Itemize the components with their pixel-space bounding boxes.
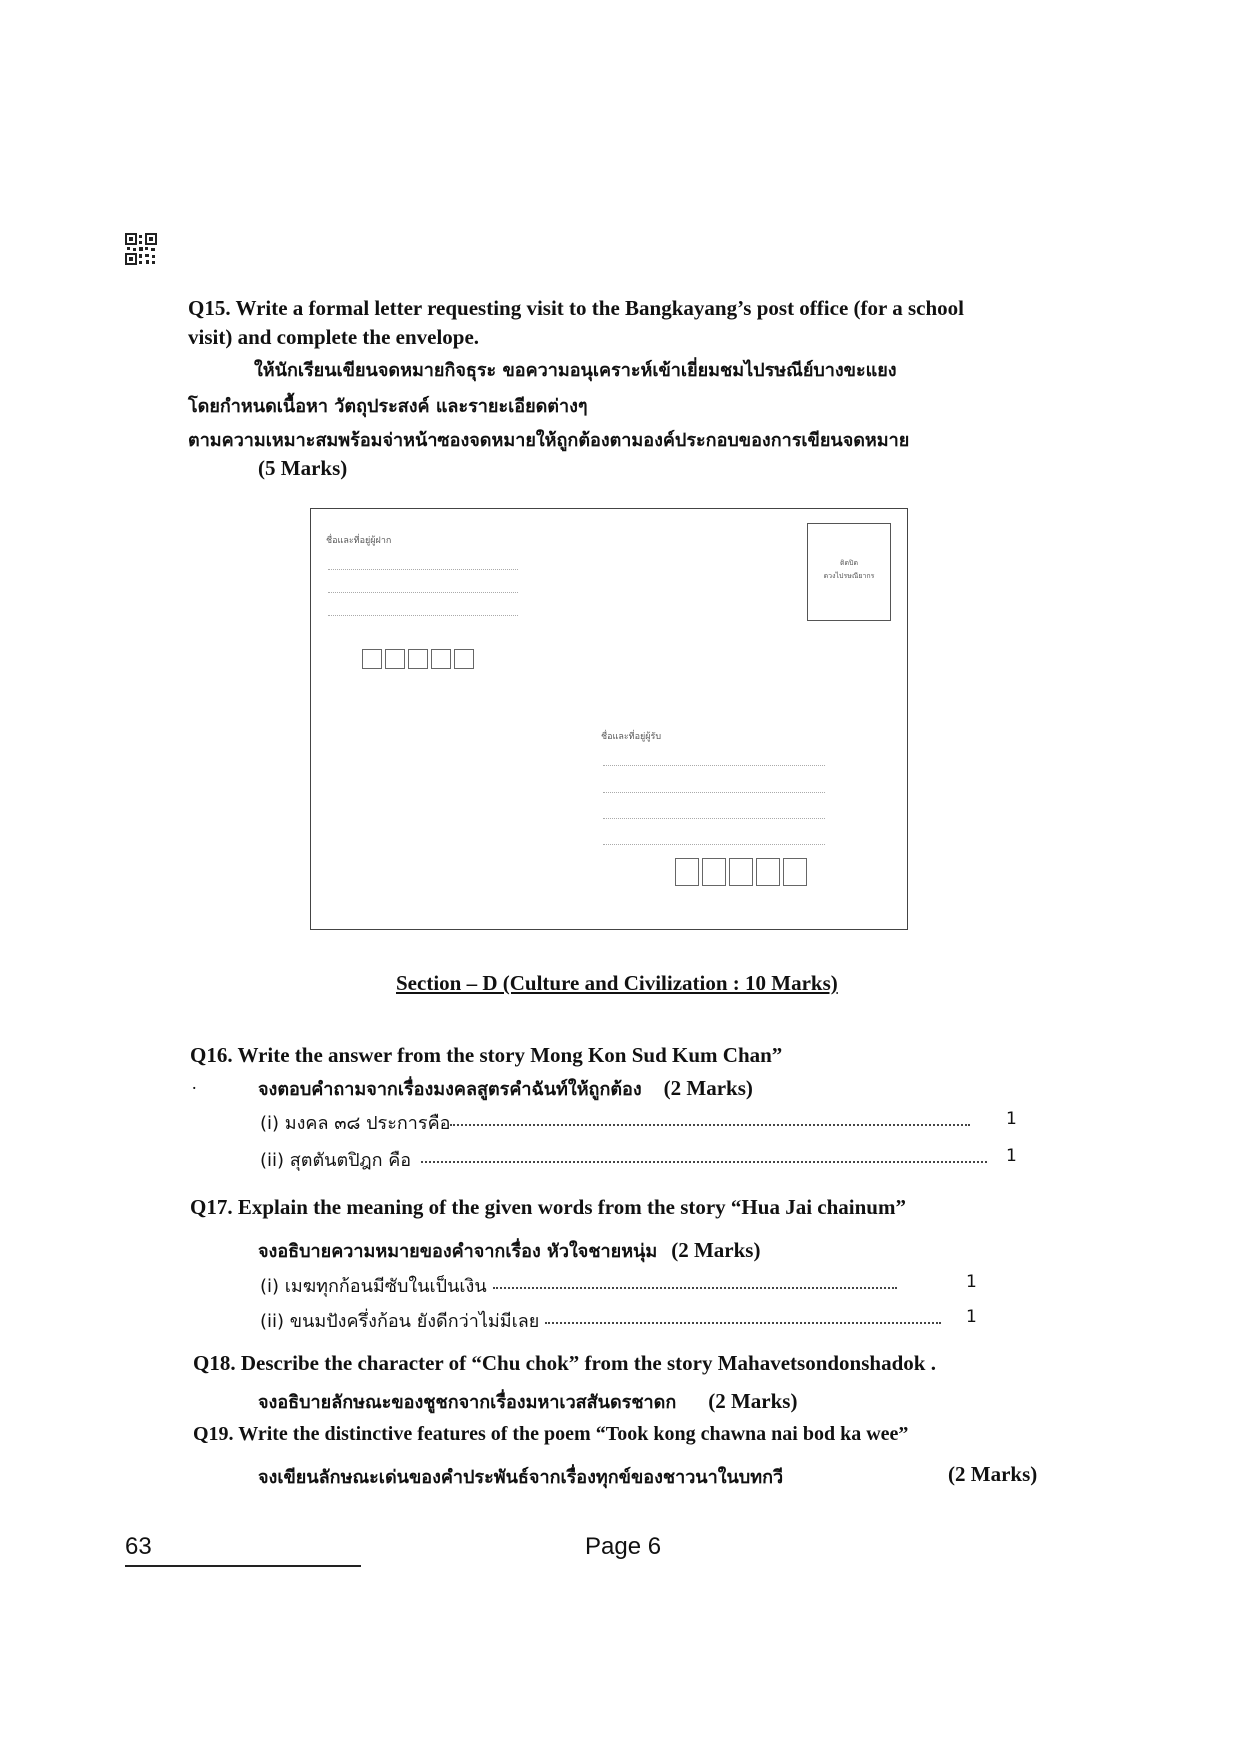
q19-question-line: Q19. Write the distinctive features of the poem “Took kong chawna nai bod ka wee” [193, 1423, 909, 1445]
q15-thai-line-1: ให้นักเรียนเขียนจดหมายกิจธุระ ขอความอนุเคราะห์เข้าเยี่ยมชมไปรษณีย์บางขะแยง [254, 360, 897, 381]
recipient-line [603, 765, 825, 766]
q16-thai-row [258, 1074, 753, 1103]
q17-item-1-label: (i) เมฆทุกก้อนมีซับในเป็นเงิน [260, 1276, 487, 1297]
q18-marks: (2 Marks) [708, 1389, 798, 1413]
sender-line [328, 569, 518, 570]
q16-item-1 [260, 1108, 970, 1137]
q19-marks: (2 Marks) [948, 1462, 1038, 1486]
section-d-title: Section – D (Culture and Civilization : 10 Marks) [396, 971, 838, 995]
q17-thai-row [258, 1236, 760, 1265]
q17-thai: จงอธิบายความหมายของคำจากเรื่อง หัวใจชายหนุ่ม [258, 1241, 658, 1262]
recipient-postcode-boxes [675, 858, 810, 891]
q15-question-line-1: Q15. Write a formal letter requesting visit to the Bangkayang’s post office (for a school [188, 296, 964, 320]
qr-code-icon [125, 233, 157, 265]
q16-bullet: . [192, 1073, 197, 1093]
q18-question-line: Q18. Describe the character of “Chu chok” from the story Mahavetsondonshadok . [193, 1351, 936, 1375]
answer-line [493, 1287, 897, 1289]
recipient-line [603, 792, 825, 793]
q17-item-1 [260, 1271, 897, 1300]
q17-question-line: Q17. Explain the meaning of the given words from the story “Hua Jai chainum” [190, 1195, 906, 1219]
answer-line [421, 1161, 987, 1163]
footer-code: 63 [125, 1533, 152, 1560]
q17-marks: (2 Marks) [671, 1238, 761, 1262]
sender-label: ชื่อและที่อยู่ผู้ฝาก [326, 536, 392, 546]
q16-thai: จงตอบคำถามจากเรื่องมงคลสูตรคำฉันท์ให้ถูกต้อง [258, 1079, 642, 1100]
q16-item-1-mark: 1 [1006, 1109, 1017, 1129]
q15-thai-line-2: โดยกำหนดเนื้อหา วัตถุประสงค์ และรายะเอียดต่างๆ [188, 396, 588, 417]
recipient-line [603, 818, 825, 819]
answer-line [545, 1322, 941, 1324]
postcode-box [702, 858, 726, 886]
recipient-line [603, 844, 825, 845]
q16-item-1-label: (i) มงคล ๓๘ ประการคือ [260, 1113, 451, 1134]
q16-item-2-mark: 1 [1006, 1146, 1017, 1166]
q16-item-2-label: (ii) สุตตันตปิฎก คือ [260, 1150, 412, 1171]
sender-line [328, 592, 518, 593]
postcode-box [454, 649, 474, 669]
postcode-box [756, 858, 780, 886]
q18-thai: จงอธิบายลักษณะของชูชกจากเรื่องมหาเวสสันดรชาดก [258, 1392, 677, 1413]
q15-marks: (5 Marks) [258, 456, 348, 480]
q16-item-2 [260, 1145, 987, 1174]
q15-question-line-2: visit) and complete the envelope. [188, 325, 480, 349]
postcode-box [729, 858, 753, 886]
postcode-box [431, 649, 451, 669]
q19-thai: จงเขียนลักษณะเด่นของคำประพันธ์จากเรื่องทุกข์ของชาวนาในบทกวี [258, 1467, 784, 1488]
footer-divider [125, 1565, 361, 1567]
footer-page-number: Page 6 [585, 1533, 662, 1560]
q16-question-line: Q16. Write the answer from the story Mong Kon Sud Kum Chan” [190, 1043, 783, 1067]
postcode-box [385, 649, 405, 669]
postcode-box [408, 649, 428, 669]
q17-item-1-mark: 1 [966, 1272, 977, 1292]
q17-item-2 [260, 1306, 941, 1335]
answer-line [450, 1124, 970, 1126]
postcode-box [675, 858, 699, 886]
postcode-box [783, 858, 807, 886]
q16-marks: (2 Marks) [663, 1076, 753, 1100]
stamp-box [807, 523, 891, 621]
postcode-box [362, 649, 382, 669]
sender-line [328, 615, 518, 616]
envelope-diagram [310, 508, 908, 930]
q17-item-2-label: (ii) ขนมปังครึ่งก้อน ยังดีกว่าไม่มีเลย [260, 1311, 540, 1332]
stamp-text-1: ติดปิด [839, 559, 859, 567]
q15-thai-line-3: ตามความเหมาะสมพร้อมจ่าหน้าซองจดหมายให้ถูกต้องตามองค์ประกอบของการเขียนจดหมาย [188, 430, 910, 451]
recipient-label: ชื่อและที่อยู่ผู้รับ [601, 732, 662, 742]
stamp-text-2: ดวงไปรษณียากร [823, 572, 875, 580]
sender-postcode-boxes [362, 649, 477, 674]
q17-item-2-mark: 1 [966, 1307, 977, 1327]
q18-thai-row [258, 1387, 797, 1416]
